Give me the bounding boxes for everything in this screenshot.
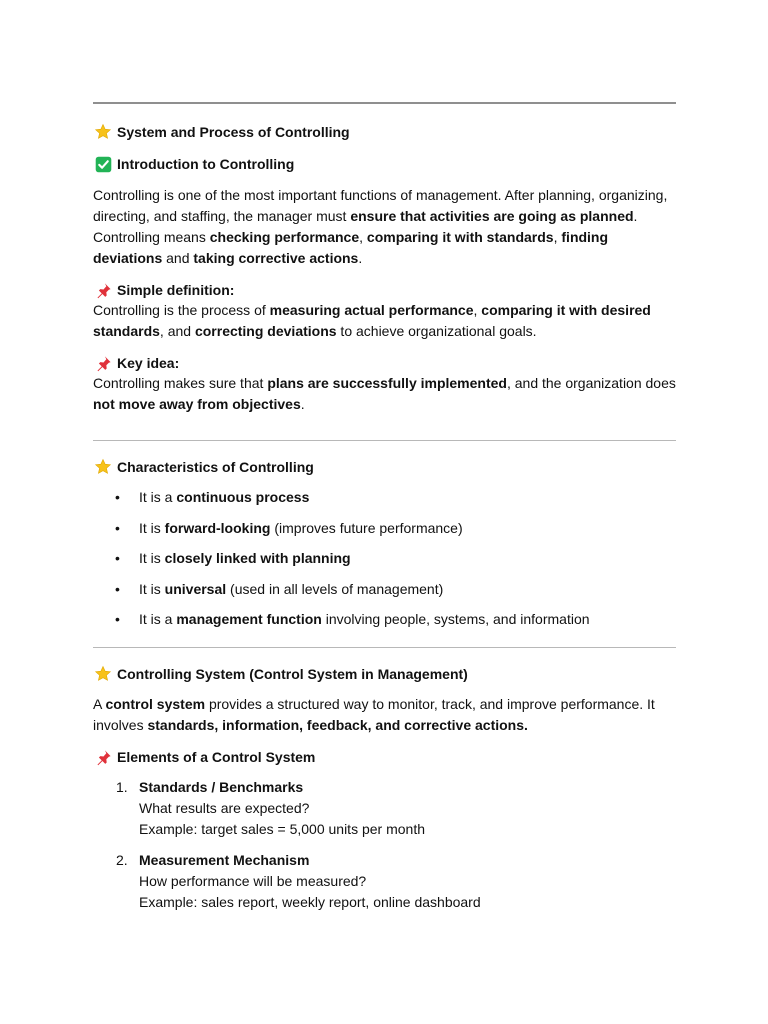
note-heading-definition xyxy=(93,279,676,301)
list-item: • It is universal (used in all levels of management) xyxy=(93,579,676,600)
item-title: Measurement Mechanism xyxy=(139,852,310,868)
subheading-introduction xyxy=(93,153,676,175)
section-divider xyxy=(93,440,676,441)
list-item xyxy=(93,777,676,840)
list-item: • It is a management function involving people, systems, and information xyxy=(93,609,676,630)
item-line: How performance will be measured? xyxy=(139,873,367,889)
item-title: Standards / Benchmarks xyxy=(139,779,304,795)
key-idea-paragraph: Controlling makes sure that plans are successfully implemented, and the organization does not move away from objectives. xyxy=(93,375,676,412)
section-title: Characteristics of Controlling xyxy=(117,458,314,475)
section-heading-characteristics xyxy=(93,456,676,478)
item-line: What results are expected? xyxy=(139,800,310,816)
list-item xyxy=(93,850,676,913)
star-icon xyxy=(93,664,113,684)
note-title: Key idea: xyxy=(117,354,180,371)
star-icon xyxy=(93,457,113,477)
star-icon xyxy=(93,122,113,142)
pushpin-icon xyxy=(93,747,113,767)
check-box-icon xyxy=(93,154,113,174)
intro-paragraph: Controlling is one of the most important functions of management. After planning, organizing, directing, and staffing, the manager must ensure that activities are going as planned. Controlling means checking performance, comparing it with standards, finding deviations and taking corrective actions. xyxy=(93,187,668,266)
section-heading-system-process xyxy=(93,121,676,143)
list-item: • It is closely linked with planning xyxy=(93,548,676,569)
section-heading-controlling-system xyxy=(93,663,676,685)
item-number: 1. xyxy=(116,779,128,795)
document-content xyxy=(93,100,676,913)
note-title: Elements of a Control System xyxy=(117,748,316,765)
top-divider xyxy=(93,102,676,104)
note-heading-elements xyxy=(93,746,676,768)
pushpin-icon xyxy=(93,280,113,300)
characteristics-list xyxy=(93,487,676,630)
item-line: Example: target sales = 5,000 units per month xyxy=(139,821,425,837)
list-item: • It is forward-looking (improves future performance) xyxy=(93,518,676,539)
pushpin-icon xyxy=(93,353,113,373)
definition-paragraph: Controlling is the process of measuring actual performance, comparing it with desired standards, and correcting deviations to achieve organizational goals. xyxy=(93,302,651,339)
note-heading-key-idea xyxy=(93,352,676,374)
subheading-title: Introduction to Controlling xyxy=(117,155,295,172)
elements-list xyxy=(93,777,676,913)
section-divider xyxy=(93,647,676,648)
section-title: System and Process of Controlling xyxy=(117,123,350,140)
item-line: Example: sales report, weekly report, online dashboard xyxy=(139,894,481,910)
item-number: 2. xyxy=(116,852,128,868)
note-title: Simple definition: xyxy=(117,281,235,298)
section-title: Controlling System (Control System in Management) xyxy=(117,665,468,682)
control-system-paragraph: A control system provides a structured way to monitor, track, and improve performance. It involves standards, information, feedback, and corrective actions. xyxy=(93,696,655,733)
list-item: • It is a continuous process xyxy=(93,487,676,508)
